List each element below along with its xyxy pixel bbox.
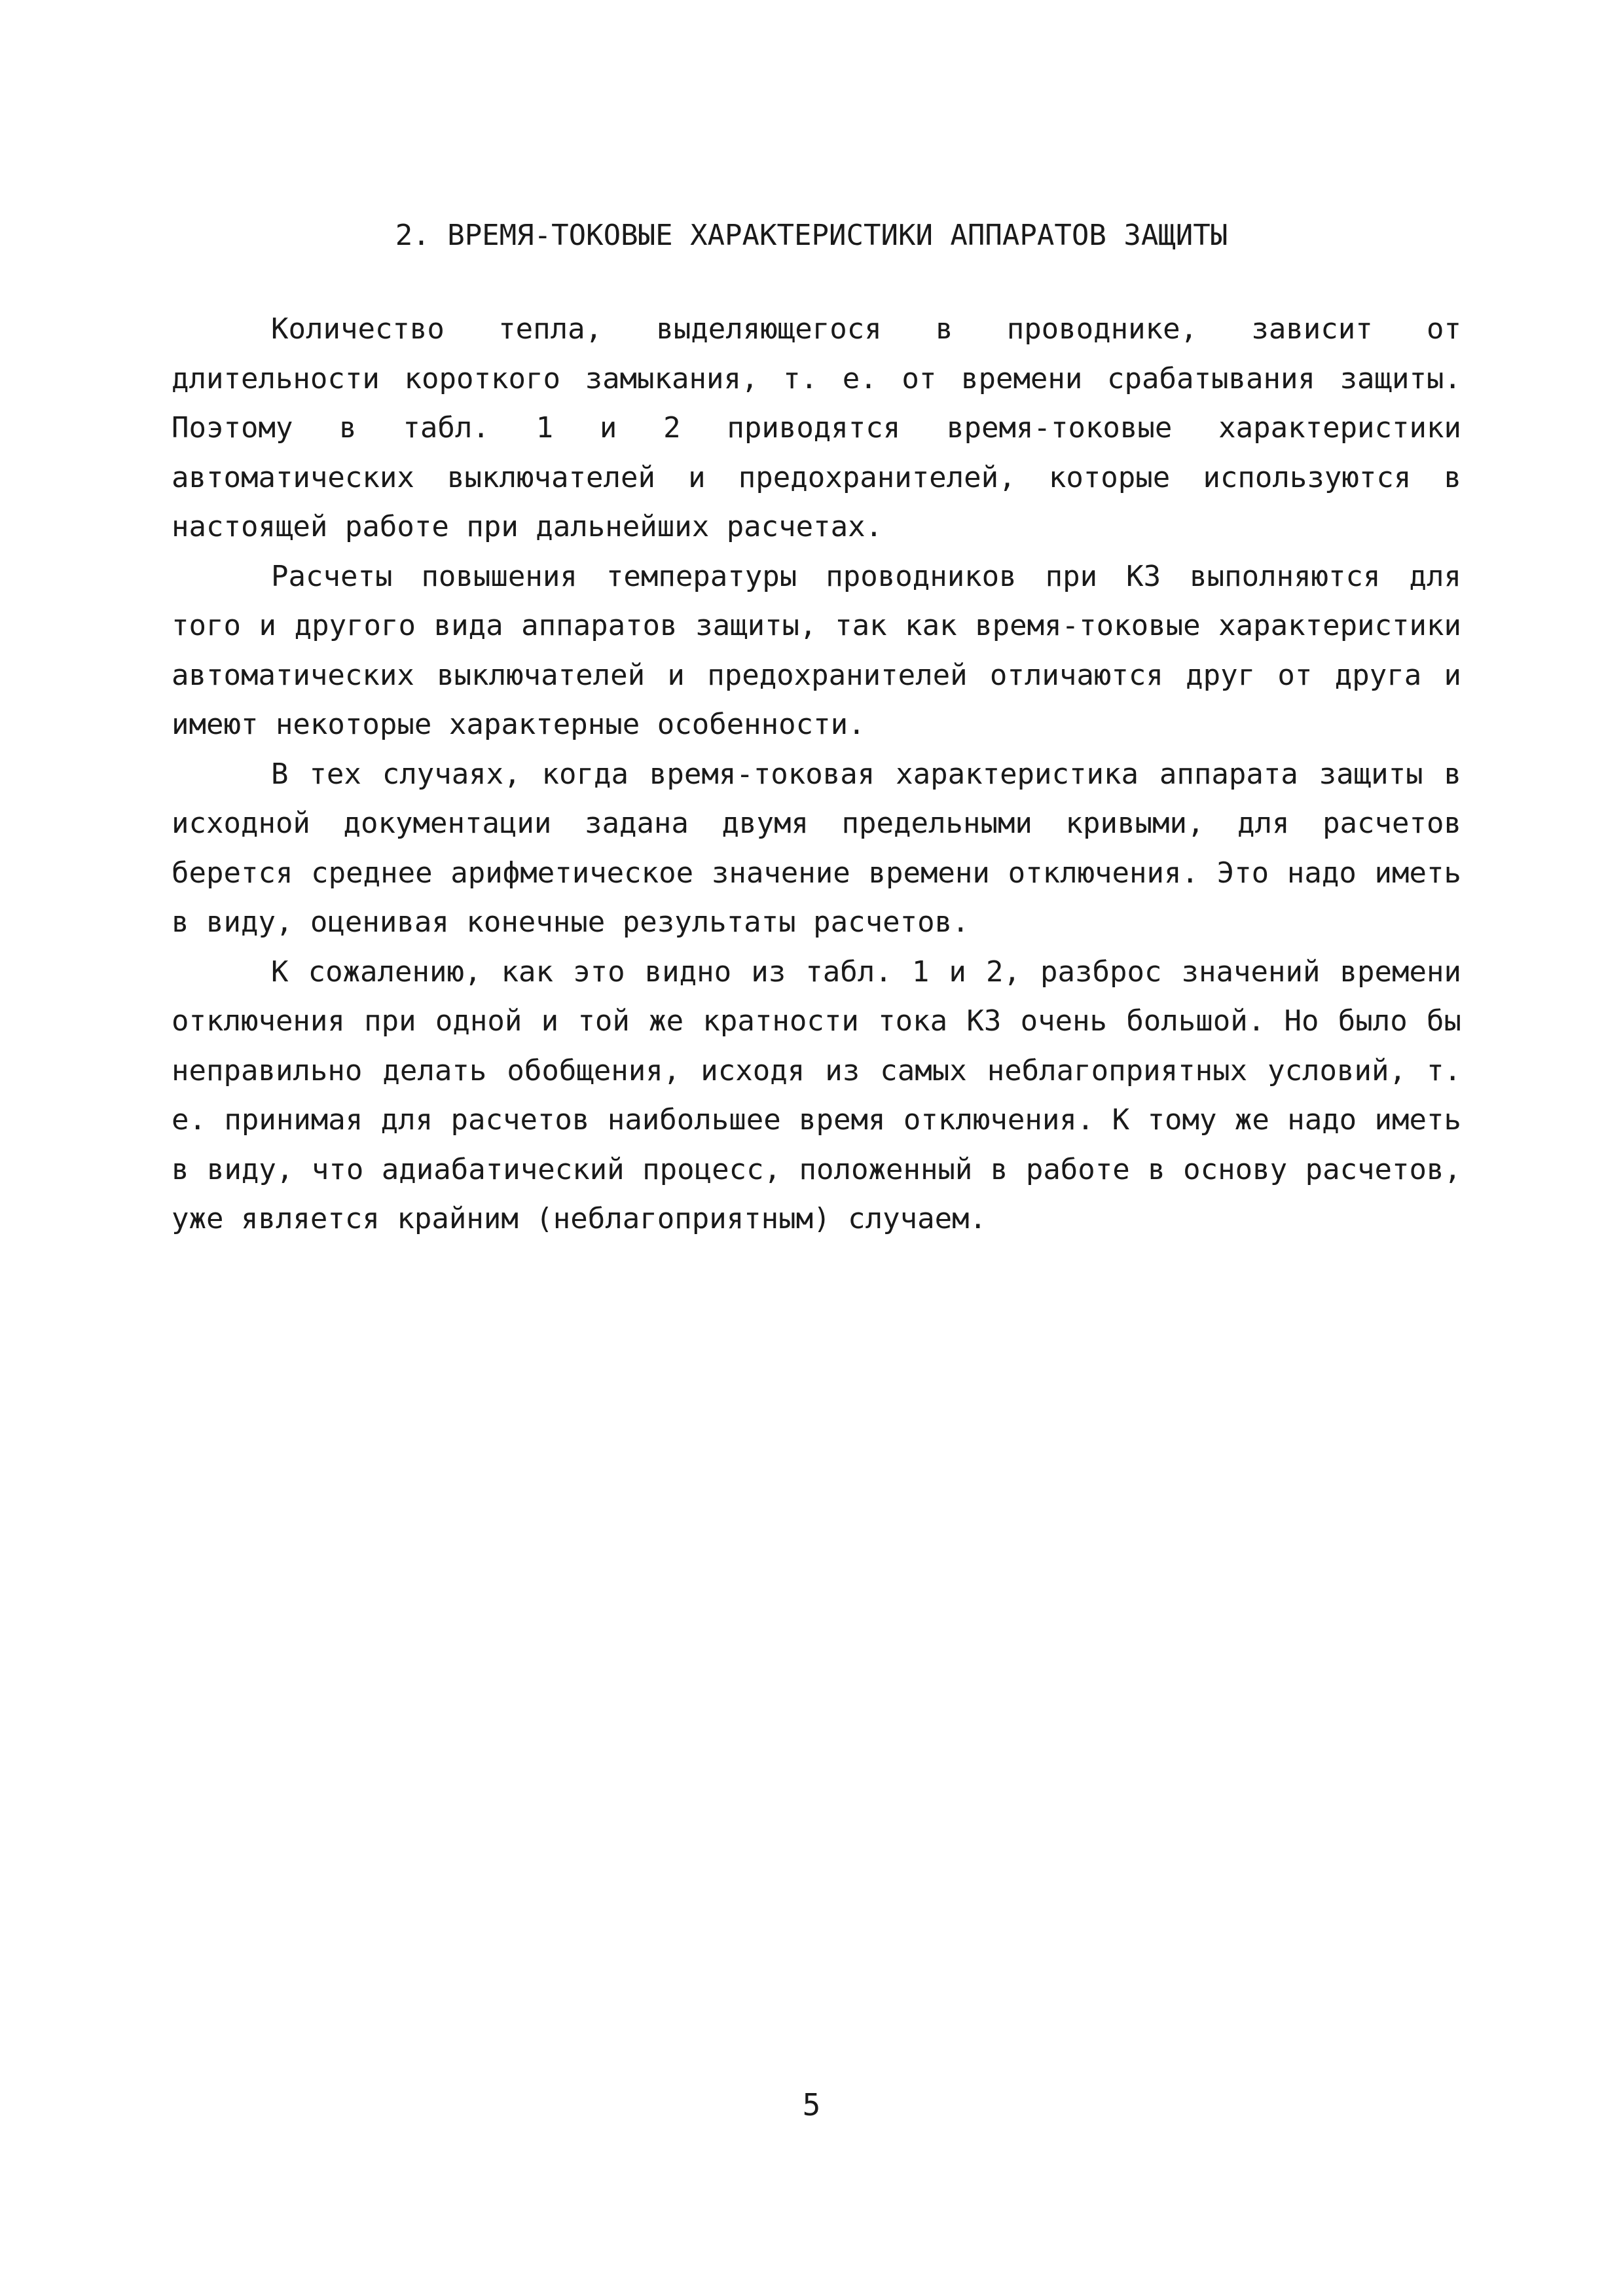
paragraph-2: Расчеты повышения температуры проводников при КЗ выполняются для того и другого вида аппаратов защиты, так как время-токовые характеристики автоматических выключателей и предохранителей отличаются друг от друга и имеют некоторые характерные особенности. (172, 559, 1461, 741)
section-heading: 2. ВРЕМЯ-ТОКОВЫЕ ХАРАКТЕРИСТИКИ АППАРАТОВ ЗАЩИТЫ (395, 219, 1228, 252)
body-text (172, 304, 1461, 1244)
paragraph-3: В тех случаях, когда время-токовая характеристика аппарата защиты в исходной документации задана двумя предельными кривыми, для расчетов берется среднее арифметическое значение времени отключения. Это надо иметь в виду, оценивая конечные результаты расчетов. (172, 757, 1461, 939)
page-number: 5 (802, 2087, 821, 2123)
paragraph-4: К сожалению, как это видно из табл. 1 и 2, разброс значений времени отключения при одной и той же кратности тока КЗ очень большой. Но было бы неправильно делать обобщения, исходя из самых неблагоприятных условий, т. е. принимая для расчетов наибольшее время отключения. К тому же надо иметь в виду, что адиабатический процесс, положенный в работе в основу расчетов, уже является крайним (неблагоприятным) случаем. (172, 955, 1461, 1235)
paragraph-1: Количество тепла, выделяющегося в проводнике, зависит от длительности короткого замыкания, т. е. от времени срабатывания защиты. Поэтому в табл. 1 и 2 приводятся время-токовые характеристики автоматических выключателей и предохранителей, которые используются в настоящей работе при дальнейших расчетах. (172, 312, 1461, 543)
